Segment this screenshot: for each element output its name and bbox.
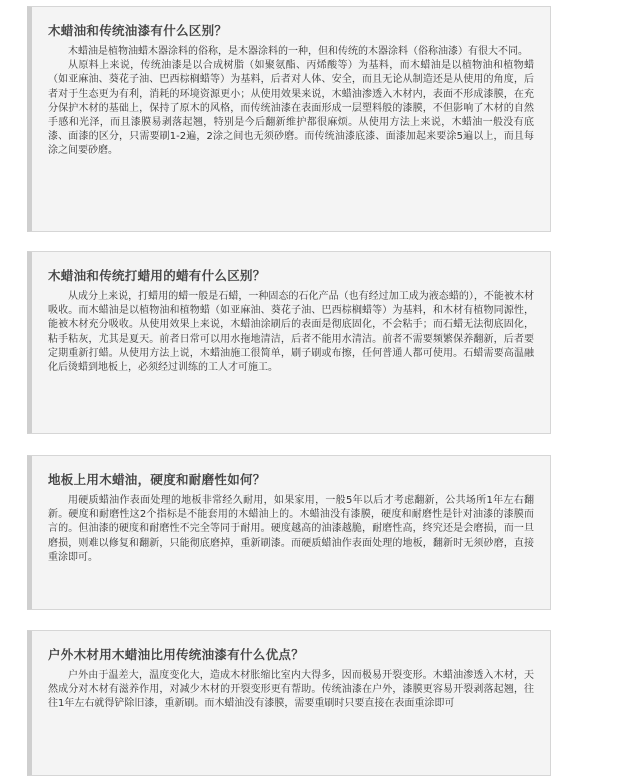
section-paragraph: 从成分上来说，打蜡用的蜡一般是石蜡，一种固态的石化产品（也有经过加工成为液态蜡的），不能被木材吸收。而木蜡油是以植物油和植物蜡（如亚麻油、葵花子油、巴西棕榈蜡等）为基料，和木材有植物同源性，能被木材充分吸收。从使用效果上来说，木蜡油涂刷后的表面是彻底固化，不会粘手；而石蜡无法彻底固化，粘手粘灰，尤其是夏天。前者日常可以用水拖地清洁，后者不能用水清洁。前者不需要频繁保养翻新，后者要定期重新打蜡。从使用方法上说，木蜡油施工很简单，刷子刷或布擦，任何普通人都可使用。石蜡需要高温融化后烫蜡到地板上，必须经过训练的工人才可施工。 xyxy=(48,291,534,374)
section-paragraph: 从原料上来说，传统油漆是以合成树脂（如聚氨酯、丙烯酸等）为基料，而木蜡油是以植物油和植物蜡（如亚麻油、葵花子油、巴西棕榈蜡等）为基料，后者对人体、安全，而且无论从制造还是从使用的角度，后者对于生态更为有利，消耗的环境资源更小；从使用效果来说，木蜡油渗透入木材内，表面不形成漆膜，在充分保护木材的基础上，保持了原木的风格，而传统油漆在表面形成一层塑料般的漆膜，不但影响了木材的自然手感和光泽，而且漆膜易剥落起翘，特别是今后翻新维护都很麻烦。从使用方法上来说，木蜡油一般没有底漆、面漆的区分，只需要刷1-2遍，2涂之间也无须砂磨。而传统油漆底漆、面漆加起来要涂5遍以上，而且每涂之间要砂磨。 xyxy=(48,60,534,157)
faq-section-floor-hardness xyxy=(27,455,551,610)
section-paragraph: 木蜡油是植物油蜡木器涂料的俗称，是木器涂料的一种，但和传统的木器涂料（俗称油漆）有很大不同。 xyxy=(68,46,528,57)
faq-section-wax-oil-vs-wax xyxy=(27,251,551,434)
section-title: 地板上用木蜡油，硬度和耐磨性如何？ xyxy=(48,472,266,487)
section-paragraph: 用硬质蜡油作表面处理的地板非常经久耐用，如果家用，一般5年以后才考虑翻新，公共场所1年左右翻新。硬度和耐磨性这2个指标是不能套用的木蜡油上的。木蜡油没有漆膜，硬度和耐磨性是针对油漆的漆膜而言的。但油漆的硬度和耐磨性不完全等同于耐用。硬度越高的油漆越脆，耐磨性高，终究还是会磨损，而一旦磨损，则难以修复和翻新，只能彻底磨掉，重新刷漆。而硬质蜡油作表面处理的地板，翻新时无须砂磨，直接重涂即可。 xyxy=(48,495,534,563)
faq-section-wax-oil-vs-paint xyxy=(27,6,551,232)
section-title: 木蜡油和传统油漆有什么区别？ xyxy=(48,23,228,38)
faq-section-outdoor-wood xyxy=(27,630,551,776)
section-title: 木蜡油和传统打蜡用的蜡有什么区别？ xyxy=(48,268,266,283)
section-paragraph: 户外由于温差大，温度变化大，造成木材胀缩比室内大得多，因而极易开裂变形。木蜡油渗透入木材，天然成分对木材有滋养作用，对减少木材的开裂变形更有帮助。传统油漆在户外，漆膜更容易开裂剥落起翘，往往1年左右就得铲除旧漆，重新刷。而木蜡油没有漆膜，需要重刷时只要直接在表面重涂即可 xyxy=(48,670,534,710)
section-title: 户外木材用木蜡油比用传统油漆有什么优点？ xyxy=(48,647,305,662)
